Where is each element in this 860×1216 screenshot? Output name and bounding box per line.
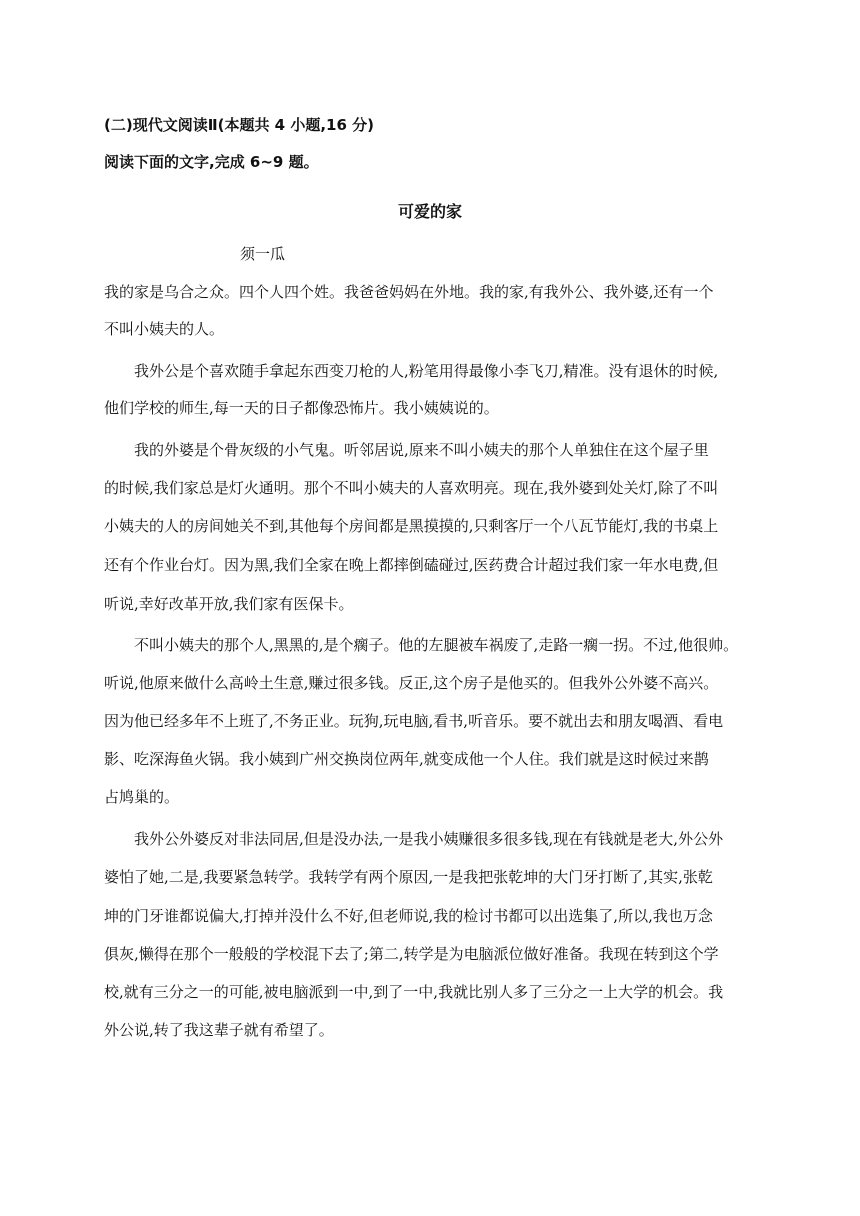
text-line: 占鸠巢的。 [104, 788, 180, 806]
text-line: 坤的门牙谁都说偏大,打掉并没什么不好,但老师说,我的检讨书都可以出选集了,所以,我也万念 [104, 907, 713, 925]
text-line: 我的家是乌合之众。四个人四个姓。我爸爸妈妈在外地。我的家,有我外公、我外婆,还有一个 [104, 283, 714, 301]
text-line: 不叫小姨夫的那个人,黑黑的,是个瘸子。他的左腿被车祸废了,走路一瘸一拐。不过,他很帅。 [134, 636, 739, 654]
text-line: 听说,幸好改革开放,我们家有医保卡。 [104, 595, 354, 613]
text-line: 我外公外婆反对非法同居,但是没办法,一是我小姨赚很多很多钱,现在有钱就是老大,外公外 [134, 830, 724, 848]
text-line: 外公说,转了我这辈子就有希望了。 [104, 1021, 334, 1039]
text-line: 我外公是个喜欢随手拿起东西变刀枪的人,粉笔用得最像小李飞刀,精准。没有退休的时候, [134, 362, 719, 380]
text-line: 我的外婆是个骨灰级的小气鬼。听邻居说,原来不叫小姨夫的那个人单独住在这个屋子里 [134, 441, 709, 459]
reading-instruction: 阅读下面的文字,完成 6~9 题。 [104, 153, 319, 171]
text-line: 婆怕了她,二是,我要紧急转学。我转学有两个原因,一是我把张乾坤的大门牙打断了,其实,张乾 [104, 868, 713, 886]
article-title: 可爱的家 [397, 202, 462, 221]
article-author: 须一瓜 [240, 245, 286, 263]
text-line: 因为他已经多年不上班了,不务正业。玩狗,玩电脑,看书,听音乐。要不就出去和朋友喝酒、看电 [104, 712, 724, 730]
text-line: 听说,他原来做什么高岭土生意,赚过很多钱。反正,这个房子是他买的。但我外公外婆不高兴。 [104, 674, 719, 692]
text-line: 不叫小姨夫的人。 [104, 320, 225, 338]
text-line: 他们学校的师生,每一天的日子都像恐怖片。我小姨姨说的。 [104, 399, 499, 417]
text-line: 小姨夫的人的房间她关不到,其他每个房间都是黑摸摸的,只剩客厅一个八瓦节能灯,我的书桌上 [104, 517, 719, 535]
text-line: 影、吃深海鱼火锅。我小姨到广州交换岗位两年,就变成他一个人住。我们就是这时候过来鹊 [104, 750, 709, 768]
text-line: 还有个作业台灯。因为黑,我们全家在晚上都摔倒磕碰过,医药费合计超过我们家一年水电费,但 [104, 556, 719, 574]
text-line: 校,就有三分之一的可能,被电脑派到一中,到了一中,我就比别人多了三分之一上大学的机会。我 [104, 983, 724, 1001]
section-heading: (二)现代文阅读Ⅱ(本题共 4 小题,16 分) [104, 116, 374, 134]
text-line: 俱灰,懒得在那个一般般的学校混下去了;第二,转学是为电脑派位做好准备。我现在转到这个学 [104, 945, 719, 963]
text-line: 的时候,我们家总是灯火通明。那个不叫小姨夫的人喜欢明亮。现在,我外婆到处关灯,除了不叫 [104, 479, 719, 497]
